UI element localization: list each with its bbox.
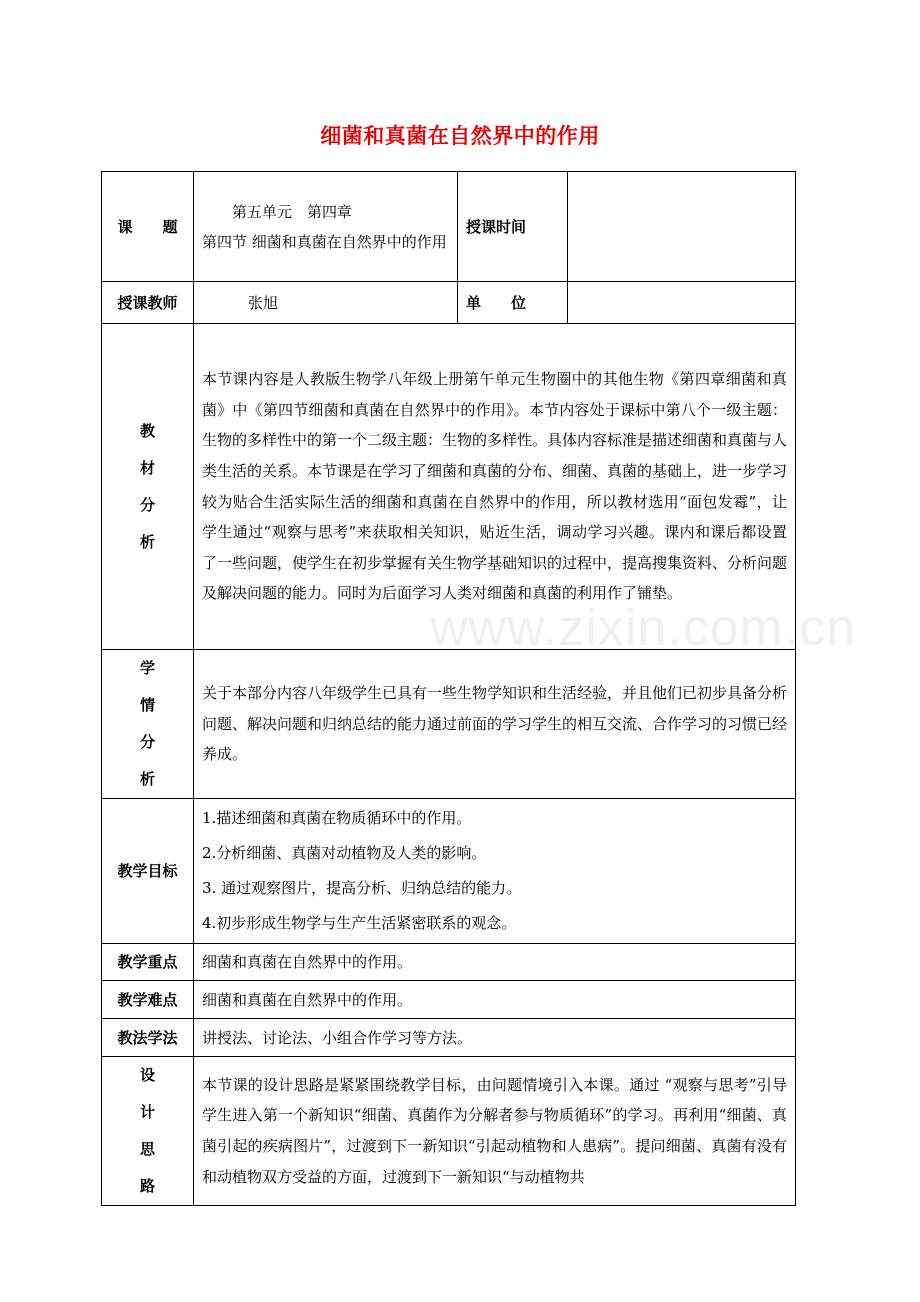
row-methods <box>102 1019 796 1057</box>
objective-item: 2.分析细菌、真菌对动植物及人类的影响。 <box>202 844 487 862</box>
material-analysis-text: 本节课内容是人教版生物学八年级上册第午单元生物圈中的其他生物《第四章细菌和真菌》中《第四节细菌和真菌在自然界中的作用》。本节内容处于课标中第八个一级主题：生物的多样性中的第一个二级主题：生物的多样性。具体内容标准是描述细菌和真菌与人类生活的关系。本节课是在学习了细菌和真菌的分布、细菌、真菌的基础上，进一步学习较为贴合生活实际生活的细菌和真菌在自然界中的作用，所以教材选用“面包发霉”，让学生通过“观察与思考”来获取相关知识，贴近生活，调动学习兴趣。课内和课后都设置了一些问题，使学生在初步掌握有关生物学基础知识的过程中，提高搜集资料、分析问题及解决问题的能力。同时为后面学习人类对细菌和真菌的利用作了铺垫。 <box>194 324 796 650</box>
key-point-text: 细菌和真菌在自然界中的作用。 <box>194 944 796 981</box>
design-label <box>102 1057 194 1206</box>
methods-text: 讲授法、讨论法、小组合作学习等方法。 <box>194 1019 796 1057</box>
difficulty-label: 教学难点 <box>102 981 194 1019</box>
objective-item: 4.初步形成生物学与生产生活紧密联系的观念。 <box>202 914 517 932</box>
objective-item: 1.描述细菌和真菌在物质循环中的作用。 <box>202 809 472 827</box>
teacher-label: 授课教师 <box>102 282 194 324</box>
label-char: 思 <box>139 1140 155 1158</box>
key-point-label: 教学重点 <box>102 944 194 981</box>
label-char: 分 <box>139 495 155 514</box>
label-char: 学 <box>139 659 155 677</box>
label-char: 情 <box>139 696 155 714</box>
row-objectives <box>102 799 796 944</box>
teacher-name: 张旭 <box>194 282 458 324</box>
label-char: 析 <box>139 532 155 551</box>
label-char: 计 <box>139 1103 155 1121</box>
unit-label: 单 位 <box>458 282 568 324</box>
row-teacher <box>102 282 796 324</box>
objective-item: 3. 通过观察图片，提高分析、归纳总结的能力。 <box>202 879 522 897</box>
learner-analysis-text: 关于本部分内容八年级学生已具有一些生物学知识和生活经验，并且他们已初步具备分析问题、解决问题和归纳总结的能力通过前面的学习学生的相互交流、合作学习的习惯已经养成。 <box>194 650 796 799</box>
course-label: 课 题 <box>102 172 194 282</box>
row-learner-analysis <box>102 650 796 799</box>
material-analysis-label <box>102 324 194 650</box>
label-char: 分 <box>139 733 155 751</box>
objectives-list <box>194 799 796 944</box>
label-char: 析 <box>139 770 155 788</box>
difficulty-text: 细菌和真菌在自然界中的作用。 <box>194 981 796 1019</box>
row-design <box>102 1057 796 1206</box>
row-key-point <box>102 944 796 981</box>
time-label: 授课时间 <box>458 172 568 282</box>
unit-value <box>568 282 796 324</box>
label-char: 教 <box>139 421 155 440</box>
row-difficulty <box>102 981 796 1019</box>
time-value <box>568 172 796 282</box>
course-section: 第四节 细菌和真菌在自然界中的作用 <box>202 232 447 251</box>
course-unit-chapter: 第五单元 第四章 <box>202 202 353 221</box>
row-course <box>102 172 796 282</box>
objectives-label: 教学目标 <box>102 799 194 944</box>
label-char: 材 <box>139 458 155 477</box>
lesson-plan-table <box>101 171 796 1206</box>
label-char: 设 <box>139 1066 155 1084</box>
course-title-cell <box>194 172 458 282</box>
document-title: 细菌和真菌在自然界中的作用 <box>320 124 600 148</box>
methods-label: 教法学法 <box>102 1019 194 1057</box>
watermark: www.zixin.com.cn <box>430 599 857 657</box>
design-text: 本节课的设计思路是紧紧围绕教学目标，由问题情境引入本课。通过 “观察与思考”引导学生进入第一个新知识“细菌、真菌作为分解者参与物质循环”的学习。再利用“细菌、真菌引起的疾病图片”，过渡到下一新知识“引起动植物和人患病”。提问细菌、真菌有没有和动植物双方受益的方面，过渡到下一新知识“与动植物共 <box>194 1057 796 1206</box>
label-char: 路 <box>139 1177 155 1195</box>
learner-analysis-label <box>102 650 194 799</box>
